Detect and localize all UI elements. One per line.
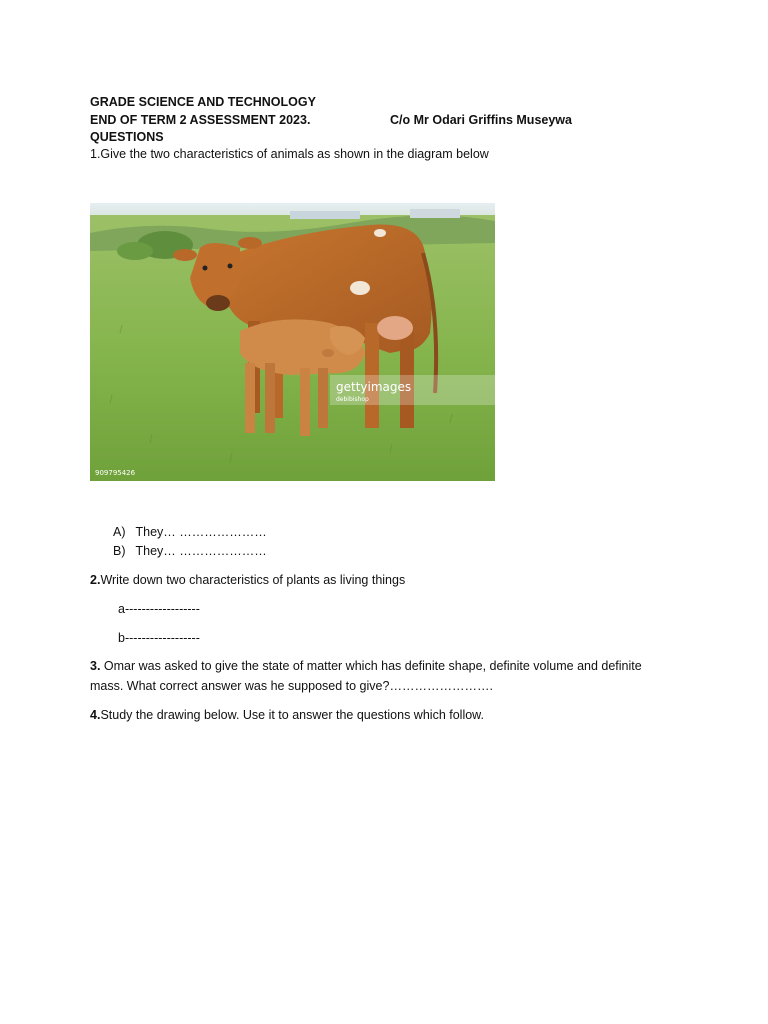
question-2-answer-a: a------------------ xyxy=(118,602,200,616)
question-1-text: 1.Give the two characteristics of animals as shown in the diagram below xyxy=(90,147,489,161)
question-4-number: 4. xyxy=(90,708,101,722)
header-author: C/o Mr Odari Griffins Museywa xyxy=(390,113,572,127)
cow-photo-illustration xyxy=(90,203,495,481)
answer-a-text: They… ………………… xyxy=(135,525,267,539)
getty-watermark: gettyimages xyxy=(336,380,412,394)
question-3-line-2: mass. What correct answer was he supposed to give?……………………. xyxy=(90,679,493,693)
question-4 xyxy=(90,707,484,723)
photo-credit: debibishop xyxy=(336,396,369,403)
question-2-number: 2. xyxy=(90,573,101,587)
header-title: GRADE SCIENCE AND TECHNOLOGY xyxy=(90,95,316,109)
answer-b xyxy=(113,543,267,559)
question-3 xyxy=(90,656,690,696)
question-2-answer-b: b------------------ xyxy=(118,631,200,645)
question-4-text: Study the drawing below. Use it to answer the questions which follow. xyxy=(100,708,484,722)
answer-a xyxy=(113,524,267,540)
header-questions: QUESTIONS xyxy=(90,130,164,144)
answer-b-label: B) xyxy=(113,544,126,558)
answer-b-text: They… ………………… xyxy=(135,544,267,558)
photo-id: 909795426 xyxy=(95,469,136,477)
answer-a-label: A) xyxy=(113,525,126,539)
question-3-number: 3. xyxy=(90,659,101,673)
question-2 xyxy=(90,572,405,588)
cow-and-calf-photo xyxy=(90,203,495,481)
question-2-text: Write down two characteristics of plants as living things xyxy=(100,573,406,587)
header-assessment: END OF TERM 2 ASSESSMENT 2023. xyxy=(90,113,311,127)
question-3-line-1: Omar was asked to give the state of matter which has definite shape, definite volume and definite xyxy=(100,659,642,673)
